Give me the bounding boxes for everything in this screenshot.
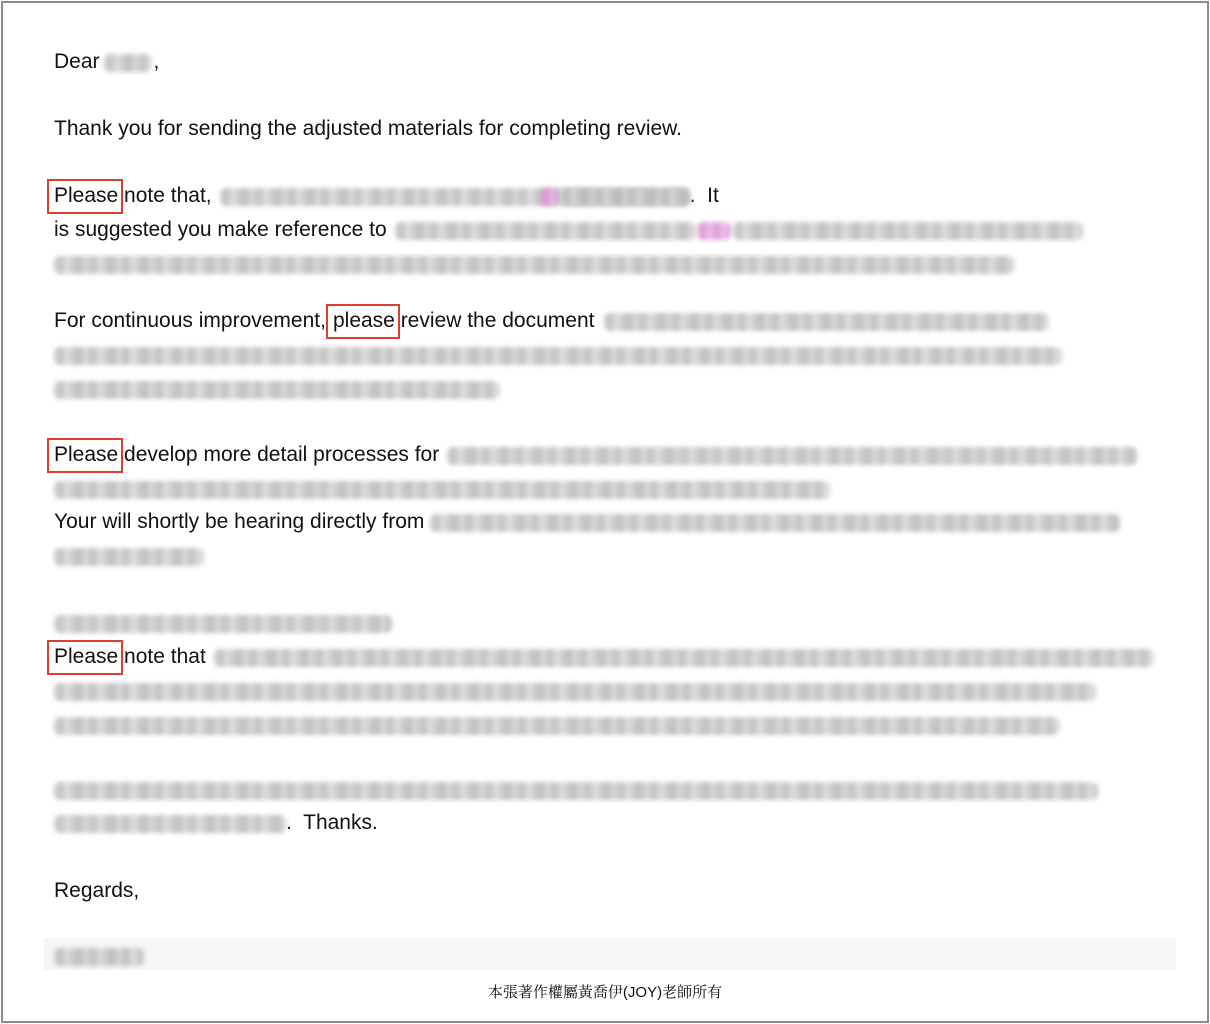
thanks-ending: . Thanks. — [286, 811, 378, 834]
signature-line — [54, 941, 144, 971]
redacted-recipient-name — [104, 54, 152, 72]
improvement-text: For continuous improvement, — [54, 309, 326, 332]
paragraph-note-line-1 — [54, 181, 719, 211]
redacted-text — [447, 447, 1137, 465]
redacted-text — [604, 313, 1049, 331]
paragraph-develop-line-3 — [54, 507, 1120, 537]
redacted-text — [733, 222, 1083, 240]
redacted-text — [395, 222, 695, 240]
paragraph-compliance-line-3 — [54, 710, 1060, 740]
regards-text: Regards, — [54, 879, 140, 902]
copyright-footer: 本張著作權屬黃喬伊(JOY)老師所有 — [487, 984, 723, 1001]
redacted-text-pink — [697, 222, 731, 240]
paragraph-note-line-3 — [54, 249, 1014, 279]
redacted-text — [54, 481, 830, 499]
highlighted-please: Please — [54, 642, 118, 672]
redacted-text — [54, 347, 1062, 365]
develop-text: develop more detail processes for — [118, 443, 440, 466]
paragraph-improvement-line-2 — [54, 340, 1062, 370]
reference-text: is suggested you make reference to — [54, 218, 387, 241]
paragraph-improvement-line-1 — [54, 306, 1049, 336]
highlighted-please: Please — [54, 181, 118, 211]
hearing-text: Your will shortly be hearing directly from — [54, 510, 425, 533]
paragraph-develop-line-4 — [54, 541, 204, 571]
paragraph-develop-line-1 — [54, 440, 1137, 470]
redacted-text-pink — [540, 188, 558, 206]
redacted-text — [54, 782, 1098, 800]
paragraph-audit-line-2 — [54, 808, 378, 838]
redacted-text — [560, 188, 690, 206]
highlighted-please: please — [333, 306, 395, 336]
note-line-end: . It — [689, 184, 719, 207]
closing-line — [54, 876, 139, 906]
redacted-text — [54, 717, 1060, 735]
redacted-signature — [54, 948, 144, 966]
thanks-text: Thank you for sending the adjusted materials for completing review. — [54, 117, 683, 140]
paragraph-audit-line-1 — [54, 775, 1098, 805]
signature-area — [44, 938, 1176, 970]
greeting-suffix: , — [153, 50, 160, 73]
greeting-prefix: Dear — [54, 50, 100, 73]
paragraph-develop-line-2 — [54, 474, 830, 504]
redacted-text — [54, 815, 286, 833]
paragraph-compliance-line-1 — [54, 642, 1154, 672]
highlighted-please: Please — [54, 440, 118, 470]
redacted-text — [54, 615, 392, 633]
note-that-text: note that, — [118, 184, 212, 207]
review-document-text: review the document — [394, 309, 595, 332]
redacted-text — [430, 514, 1120, 532]
paragraph-improvement-line-3 — [54, 374, 500, 404]
note-that-text: note that — [118, 645, 206, 668]
redacted-text — [54, 548, 204, 566]
paragraph-note-line-2 — [54, 215, 1083, 245]
paragraph-license-line — [54, 608, 392, 638]
paragraph-thanks — [54, 114, 682, 144]
redacted-text — [54, 256, 1014, 274]
paragraph-compliance-line-2 — [54, 676, 1096, 706]
greeting-line — [54, 47, 159, 77]
redacted-text — [214, 649, 1154, 667]
redacted-text — [54, 683, 1096, 701]
redacted-text — [54, 381, 500, 399]
